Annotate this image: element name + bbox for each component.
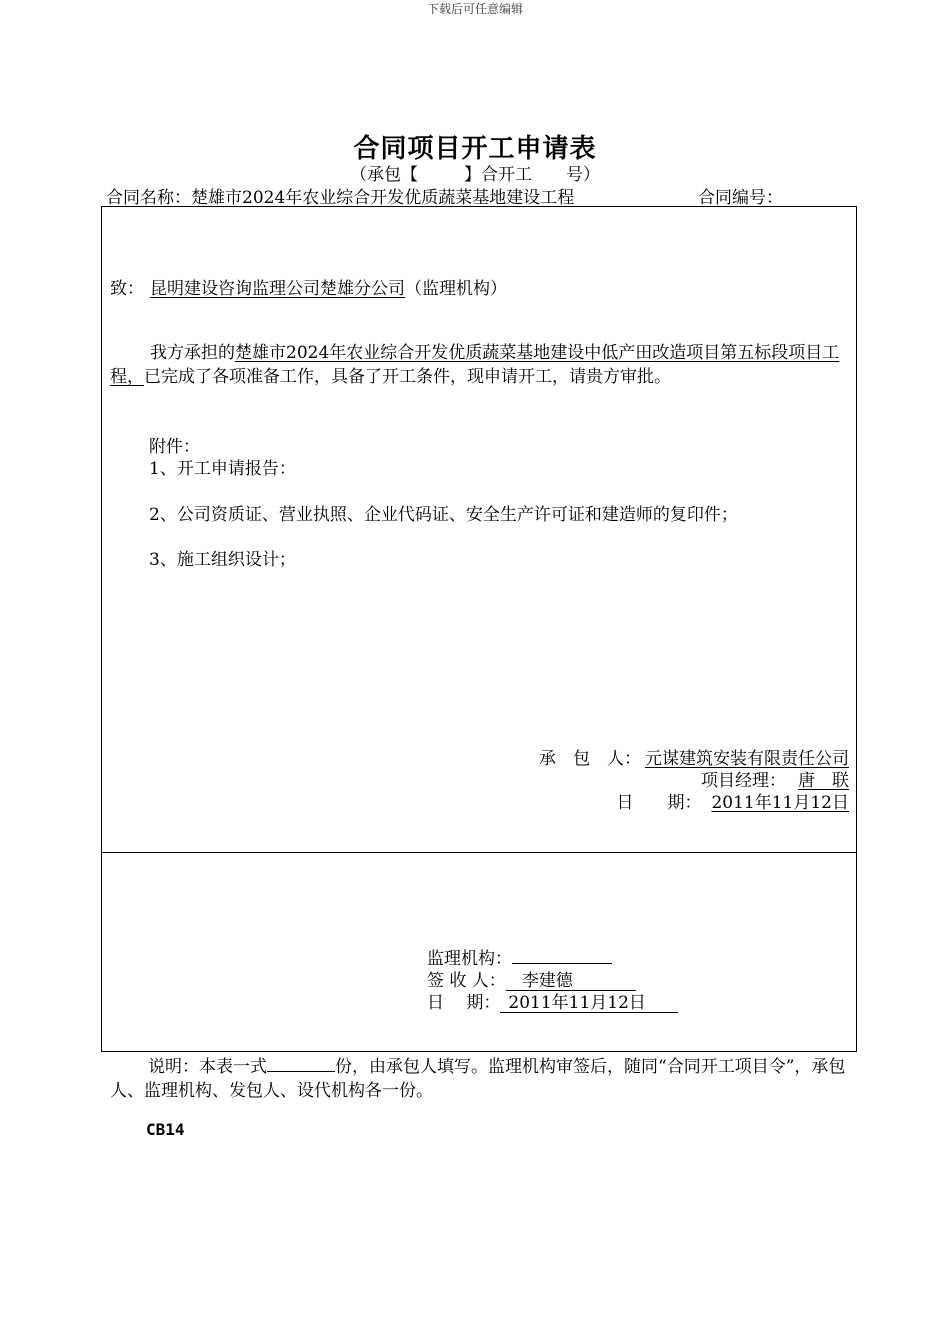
form-table bbox=[101, 206, 857, 1052]
contractor-date-label: 日 期： bbox=[616, 793, 702, 813]
contractor-date-line bbox=[616, 788, 849, 813]
supervisor-date-value: 2011年11月12日 bbox=[500, 994, 678, 1013]
agency-label: 监理机构： bbox=[427, 949, 512, 969]
subtitle-prefix: （承包【 bbox=[350, 165, 418, 185]
agency-value bbox=[512, 947, 612, 964]
attachment-item-3: 3、施工组织设计； bbox=[149, 550, 296, 570]
addressee-suffix: （监理机构） bbox=[405, 279, 507, 299]
receiver-value: 李建德 bbox=[506, 972, 636, 991]
contract-name-label: 合同名称： bbox=[106, 188, 191, 208]
manager-value: 唐 联 bbox=[798, 771, 849, 791]
addressee-name: 昆明建设咨询监理公司楚雄分公司 bbox=[150, 279, 405, 299]
attachment-item-1: 1、开工申请报告： bbox=[149, 459, 296, 479]
contractor-value: 元谋建筑安装有限责任公司 bbox=[645, 749, 849, 769]
contract-name bbox=[106, 183, 574, 208]
contract-number-label: 合同编号： bbox=[698, 188, 783, 208]
subtitle-suffix: 号） bbox=[566, 165, 600, 185]
contract-name-value: 楚雄市2024年农业综合开发优质蔬菜基地建设工程 bbox=[191, 188, 575, 208]
note-rest: 份，由承包人填写。监理机构审签后，随同“合同开工项目令”，承包人、监理机构、发包人、设代机构各一份。 bbox=[110, 1057, 846, 1101]
addressee bbox=[110, 274, 507, 299]
table-divider bbox=[101, 852, 857, 853]
contractor-date-value: 2011年11月12日 bbox=[711, 793, 849, 813]
subtitle bbox=[0, 160, 950, 185]
supervisor-date-line bbox=[427, 988, 678, 1013]
body-rest: 已完成了各项准备工作，具备了开工条件，现申请开工，请贵方审批。 bbox=[144, 367, 671, 387]
form-code: CB14 bbox=[146, 1120, 185, 1139]
addressee-prefix: 致： bbox=[110, 279, 144, 299]
manager-label: 项目经理： bbox=[701, 771, 786, 791]
subtitle-middle: 】合开工 bbox=[464, 165, 532, 185]
note-lead: 说明：本表一式 bbox=[148, 1057, 267, 1077]
header-note: 下载后可任意编辑 bbox=[426, 2, 523, 16]
note-paragraph bbox=[110, 1055, 854, 1103]
page-title: 合同项目开工申请表 bbox=[353, 134, 597, 164]
receiver-label: 签 收 人： bbox=[427, 971, 506, 991]
body-lead: 我方承担的 bbox=[150, 343, 235, 363]
body-project: 楚雄市2024年农业综合开发优质蔬菜基地建设中低产田改造项目第五标段项目工程， bbox=[110, 343, 840, 387]
attachment-item-2: 2、公司资质证、营业执照、企业代码证、安全生产许可证和建造师的复印件； bbox=[149, 505, 738, 525]
attachments-label: 附件： bbox=[149, 437, 200, 457]
contractor-label: 承 包 人： bbox=[539, 749, 641, 769]
copies-blank bbox=[267, 1055, 335, 1072]
supervisor-date-label: 日 期： bbox=[427, 993, 501, 1013]
application-body bbox=[110, 341, 850, 389]
